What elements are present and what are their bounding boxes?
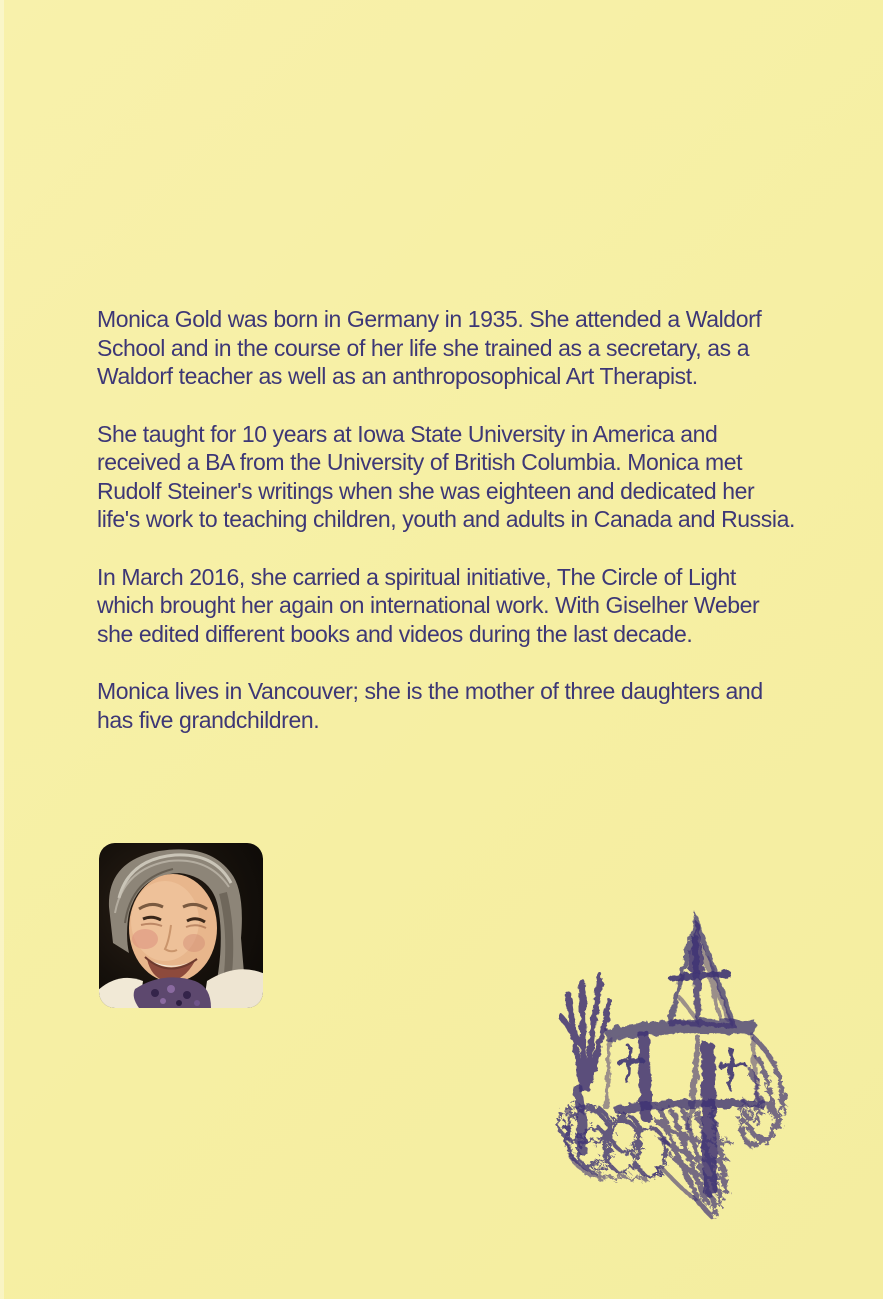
- scan-edge-highlight: [0, 0, 4, 1299]
- church-sketch-drawing: [548, 898, 796, 1226]
- bio-paragraph-2: She taught for 10 years at Iowa State University in America and received a BA from the University of British Columbia. Monica met Rudolf Steiner's writings when she was eighteen and dedicated her life's work to teaching children, youth and adults in Canada and Russia.: [97, 420, 795, 532]
- bio-paragraph-4: Monica lives in Vancouver; she is the mother of three daughters and has five grandchildren.: [97, 678, 763, 733]
- author-photo: [99, 843, 263, 1008]
- author-bio-text: [97, 305, 797, 763]
- bio-paragraph-3: In March 2016, she carried a spiritual initiative, The Circle of Light which brought her again on international work. With Giselher Weber she edited different books and videos during the last decade.: [97, 563, 760, 647]
- bio-paragraph-1: Monica Gold was born in Germany in 1935. She attended a Waldorf School and in the course of her life she trained as a secretary, as a Waldorf teacher as well as an anthroposophical Art Therapist.: [97, 306, 762, 389]
